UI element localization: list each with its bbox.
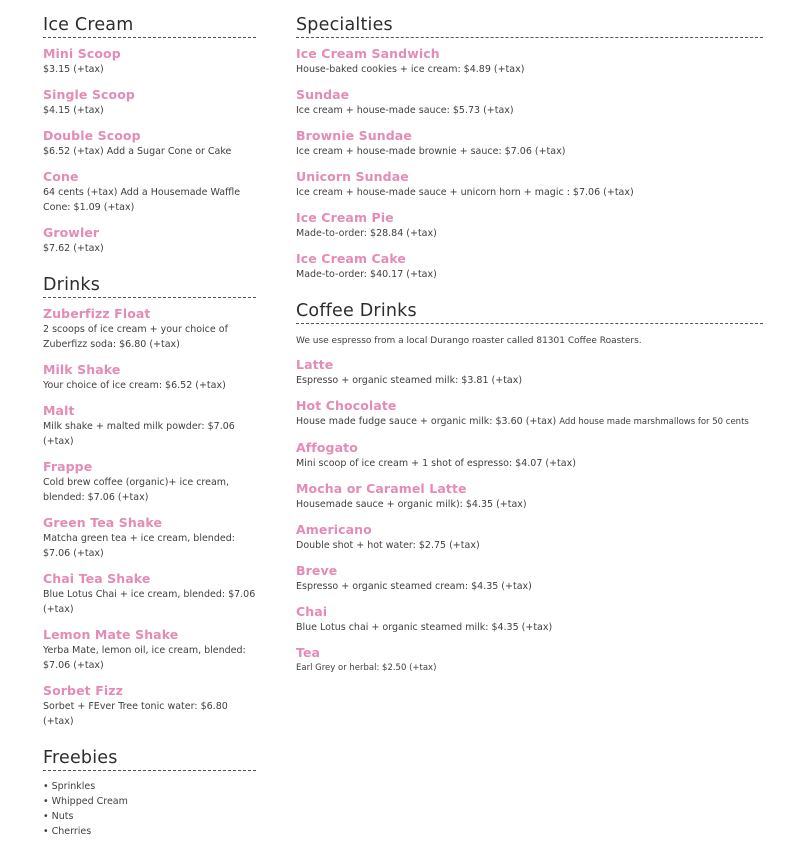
item-desc: Housemade sauce + organic milk): $4.35 (+tax) xyxy=(296,499,527,510)
item-desc: 64 cents (+tax) Add a Housemade Waffle Cone: $1.09 (+tax) xyxy=(43,187,241,213)
menu-item xyxy=(43,169,256,215)
item-name: Latte xyxy=(296,357,334,372)
item-desc: Blue Lotus Chai + ice cream, blended: $7.06 (+tax) xyxy=(43,589,256,615)
item-desc: Mini scoop of ice cream + 1 shot of espresso: $4.07 (+tax) xyxy=(296,458,576,469)
menu-item xyxy=(296,251,763,282)
item-name: Chai Tea Shake xyxy=(43,571,151,586)
item-desc: Ice cream + house-made sauce + unicorn horn + magic : $7.06 (+tax) xyxy=(296,187,634,198)
list-item: • Cherries xyxy=(43,824,256,839)
specialties-section xyxy=(296,14,763,282)
item-name: Sorbet Fizz xyxy=(43,683,123,698)
item-desc: Milk shake + malted milk powder: $7.06 (+tax) xyxy=(43,421,235,447)
section-title-coffee-drinks: Coffee Drinks xyxy=(296,300,763,324)
item-name: Lemon Mate Shake xyxy=(43,627,179,642)
menu-item xyxy=(296,522,763,553)
item-desc: Sorbet + FEver Tree tonic water: $6.80 (+tax) xyxy=(43,701,228,727)
item-name: Americano xyxy=(296,522,372,537)
item-desc: Earl Grey or herbal: $2.50 (+tax) xyxy=(296,663,437,673)
menu-item xyxy=(296,398,763,430)
coffee-drinks-section xyxy=(296,300,763,676)
menu-item xyxy=(43,87,256,118)
section-title-drinks: Drinks xyxy=(43,274,256,298)
menu-item xyxy=(43,627,256,673)
menu-item xyxy=(296,46,763,77)
item-desc: Ice cream + house-made brownie + sauce: $7.06 (+tax) xyxy=(296,146,566,157)
item-name: Brownie Sundae xyxy=(296,128,412,143)
item-name: Mocha or Caramel Latte xyxy=(296,481,467,496)
menu-item xyxy=(43,128,256,159)
item-name: Chai xyxy=(296,604,328,619)
menu-item xyxy=(296,169,763,200)
menu-item xyxy=(296,210,763,241)
item-desc: Yerba Mate, lemon oil, ice cream, blended: $7.06 (+tax) xyxy=(43,645,246,671)
menu-item xyxy=(43,403,256,449)
menu-item xyxy=(43,46,256,77)
item-desc: Made-to-order: $40.17 (+tax) xyxy=(296,269,437,280)
menu-item xyxy=(296,440,763,471)
item-desc: $6.52 (+tax) Add a Sugar Cone or Cake xyxy=(43,146,232,157)
list-item: • Nuts xyxy=(43,809,256,824)
item-name: Growler xyxy=(43,225,100,240)
right-column xyxy=(296,14,763,694)
menu-item xyxy=(296,128,763,159)
item-desc-main: House made fudge sauce + organic milk: $3.60 (+tax) xyxy=(296,416,557,427)
section-title-specialties: Specialties xyxy=(296,14,763,38)
item-desc: Double shot + hot water: $2.75 (+tax) xyxy=(296,540,480,551)
item-desc: Blue Lotus chai + organic steamed milk: $4.35 (+tax) xyxy=(296,622,553,633)
menu-item xyxy=(296,357,763,388)
item-desc: House-baked cookies + ice cream: $4.89 (+tax) xyxy=(296,64,525,75)
menu-item xyxy=(43,225,256,256)
item-name: Single Scoop xyxy=(43,87,135,102)
menu-item xyxy=(43,362,256,393)
item-desc: Made-to-order: $28.84 (+tax) xyxy=(296,228,437,239)
menu-item xyxy=(43,515,256,561)
section-title-ice-cream: Ice Cream xyxy=(43,14,256,38)
item-name: Milk Shake xyxy=(43,362,121,377)
item-name: Hot Chocolate xyxy=(296,398,397,413)
list-item: • Sprinkles xyxy=(43,779,256,794)
item-name: Affogato xyxy=(296,440,358,455)
freebies-section xyxy=(43,747,256,839)
menu-item xyxy=(296,87,763,118)
item-name: Ice Cream Sandwich xyxy=(296,46,440,61)
left-column xyxy=(43,14,256,857)
item-name: Breve xyxy=(296,563,338,578)
item-desc: Your choice of ice cream: $6.52 (+tax) xyxy=(43,380,226,391)
item-desc: Espresso + organic steamed milk: $3.81 (+tax) xyxy=(296,375,523,386)
item-name: Double Scoop xyxy=(43,128,141,143)
item-desc: Espresso + organic steamed cream: $4.35 (+tax) xyxy=(296,581,532,592)
menu-item xyxy=(296,645,763,676)
item-name: Sundae xyxy=(296,87,350,102)
item-desc: $4.15 (+tax) xyxy=(43,105,104,116)
coffee-note: We use espresso from a local Durango roaster called 81301 Coffee Roasters. xyxy=(296,336,642,346)
menu-item xyxy=(296,563,763,594)
item-name: Ice Cream Pie xyxy=(296,210,394,225)
item-name: Malt xyxy=(43,403,75,418)
list-item: • Whipped Cream xyxy=(43,794,256,809)
menu-item xyxy=(296,604,763,635)
item-desc-extra: Add house made marshmallows for 50 cents xyxy=(559,417,749,427)
item-name: Frappe xyxy=(43,459,93,474)
item-name: Unicorn Sundae xyxy=(296,169,409,184)
item-desc: Ice cream + house-made sauce: $5.73 (+tax) xyxy=(296,105,514,116)
item-name: Cone xyxy=(43,169,79,184)
menu-item xyxy=(43,683,256,729)
item-name: Green Tea Shake xyxy=(43,515,163,530)
drinks-section xyxy=(43,274,256,729)
item-name: Zuberfizz Float xyxy=(43,306,151,321)
menu-item xyxy=(296,481,763,512)
item-desc: Matcha green tea + ice cream, blended: $7.06 (+tax) xyxy=(43,533,235,559)
menu-item xyxy=(43,306,256,352)
menu-item xyxy=(43,571,256,617)
ice-cream-section xyxy=(43,14,256,256)
item-desc xyxy=(296,414,763,430)
item-desc: $7.62 (+tax) xyxy=(43,243,104,254)
item-desc: Cold brew coffee (organic)+ ice cream, blended: $7.06 (+tax) xyxy=(43,477,230,503)
item-name: Ice Cream Cake xyxy=(296,251,406,266)
item-desc: $3.15 (+tax) xyxy=(43,64,104,75)
freebies-list xyxy=(43,771,256,839)
menu-item xyxy=(43,459,256,505)
item-name: Mini Scoop xyxy=(43,46,121,61)
item-name: Tea xyxy=(296,645,321,660)
item-desc: 2 scoops of ice cream + your choice of Zuberfizz soda: $6.80 (+tax) xyxy=(43,324,228,350)
section-title-freebies: Freebies xyxy=(43,747,256,771)
